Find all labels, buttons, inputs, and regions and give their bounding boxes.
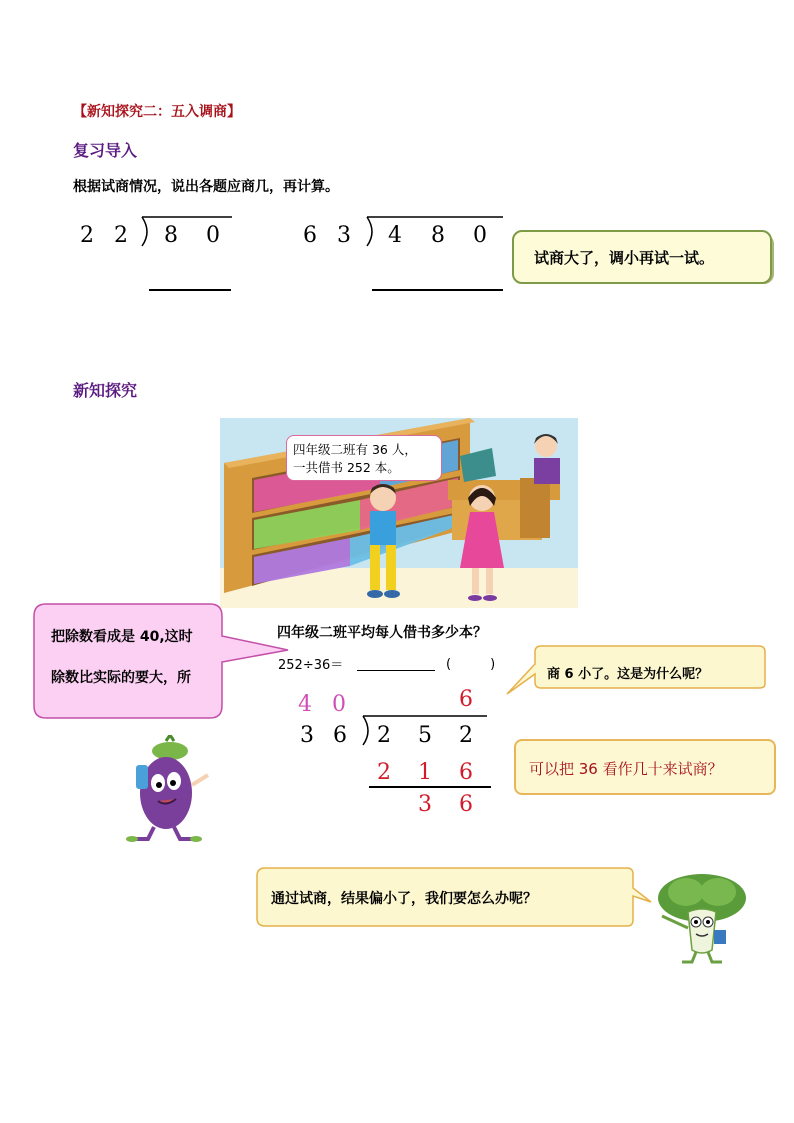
hint-text: 试商大了，调小再试一试。	[534, 249, 715, 267]
new-knowledge-heading: 新知探究	[73, 381, 138, 400]
speech-line-1: 四年级二班有 36 人，	[293, 442, 417, 457]
divisor-digit: 6	[303, 223, 317, 248]
left-bubble-line-2: 除数比实际的要大，所	[51, 670, 191, 686]
subtraction-line	[369, 786, 491, 788]
product-digit: 6	[459, 760, 473, 785]
dividend-digit: 5	[418, 723, 432, 748]
equation-text: 252÷36＝	[278, 658, 344, 673]
eggplant-mascot-icon	[118, 735, 218, 845]
boy-speech-bubble	[286, 435, 442, 481]
section-title: 【新知探究二：五入调商】	[73, 104, 241, 120]
bottom-bubble-text: 通过试商，结果偏小了，我们要怎么办呢？	[271, 891, 537, 907]
dividend-digit: 4	[388, 223, 402, 248]
instruction-text: 根据试商情况，说出各题应商几，再计算。	[73, 179, 339, 195]
divisor-digit: 3	[337, 223, 351, 248]
product-digit: 1	[418, 760, 432, 785]
product-digit: 2	[377, 760, 391, 785]
remainder-digit: 6	[459, 792, 473, 817]
divisor-digit: 2	[114, 223, 128, 248]
estimate-digit: 4	[298, 692, 312, 717]
equation-paren: ( )	[446, 657, 496, 672]
divisor-digit: 6	[333, 723, 347, 748]
dividend-digit: 8	[164, 223, 178, 248]
answer-line	[149, 289, 231, 291]
tens-estimate-text: 可以把 36 看作几十来试商？	[529, 760, 723, 778]
library-illustration	[220, 418, 578, 608]
cabbage-mascot-icon	[652, 872, 752, 966]
remainder-digit: 3	[418, 792, 432, 817]
divisor-digit: 2	[80, 223, 94, 248]
quotient-bubble-text: 商 6 小了。这是为什么呢？	[547, 667, 709, 682]
left-speech-bubble-shape	[32, 602, 294, 724]
dividend-digit: 8	[431, 223, 445, 248]
dividend-digit: 0	[473, 223, 487, 248]
division-bracket	[138, 214, 238, 250]
quotient-digit: 6	[459, 687, 473, 712]
hint-bubble	[512, 230, 776, 286]
tens-estimate-bubble	[514, 739, 776, 795]
dividend-digit: 2	[377, 723, 391, 748]
review-heading: 复习导入	[73, 141, 138, 160]
equation-answer-line	[357, 670, 435, 671]
estimate-digit: 0	[332, 692, 346, 717]
speech-line-2: 一共借书 252 本。	[293, 460, 400, 475]
divisor-digit: 3	[300, 723, 314, 748]
question-text: 四年级二班平均每人借书多少本？	[277, 625, 487, 641]
dividend-digit: 2	[459, 723, 473, 748]
left-bubble-line-1: 把除数看成是 40,这时	[51, 629, 193, 645]
dividend-digit: 0	[206, 223, 220, 248]
answer-line	[372, 289, 503, 291]
